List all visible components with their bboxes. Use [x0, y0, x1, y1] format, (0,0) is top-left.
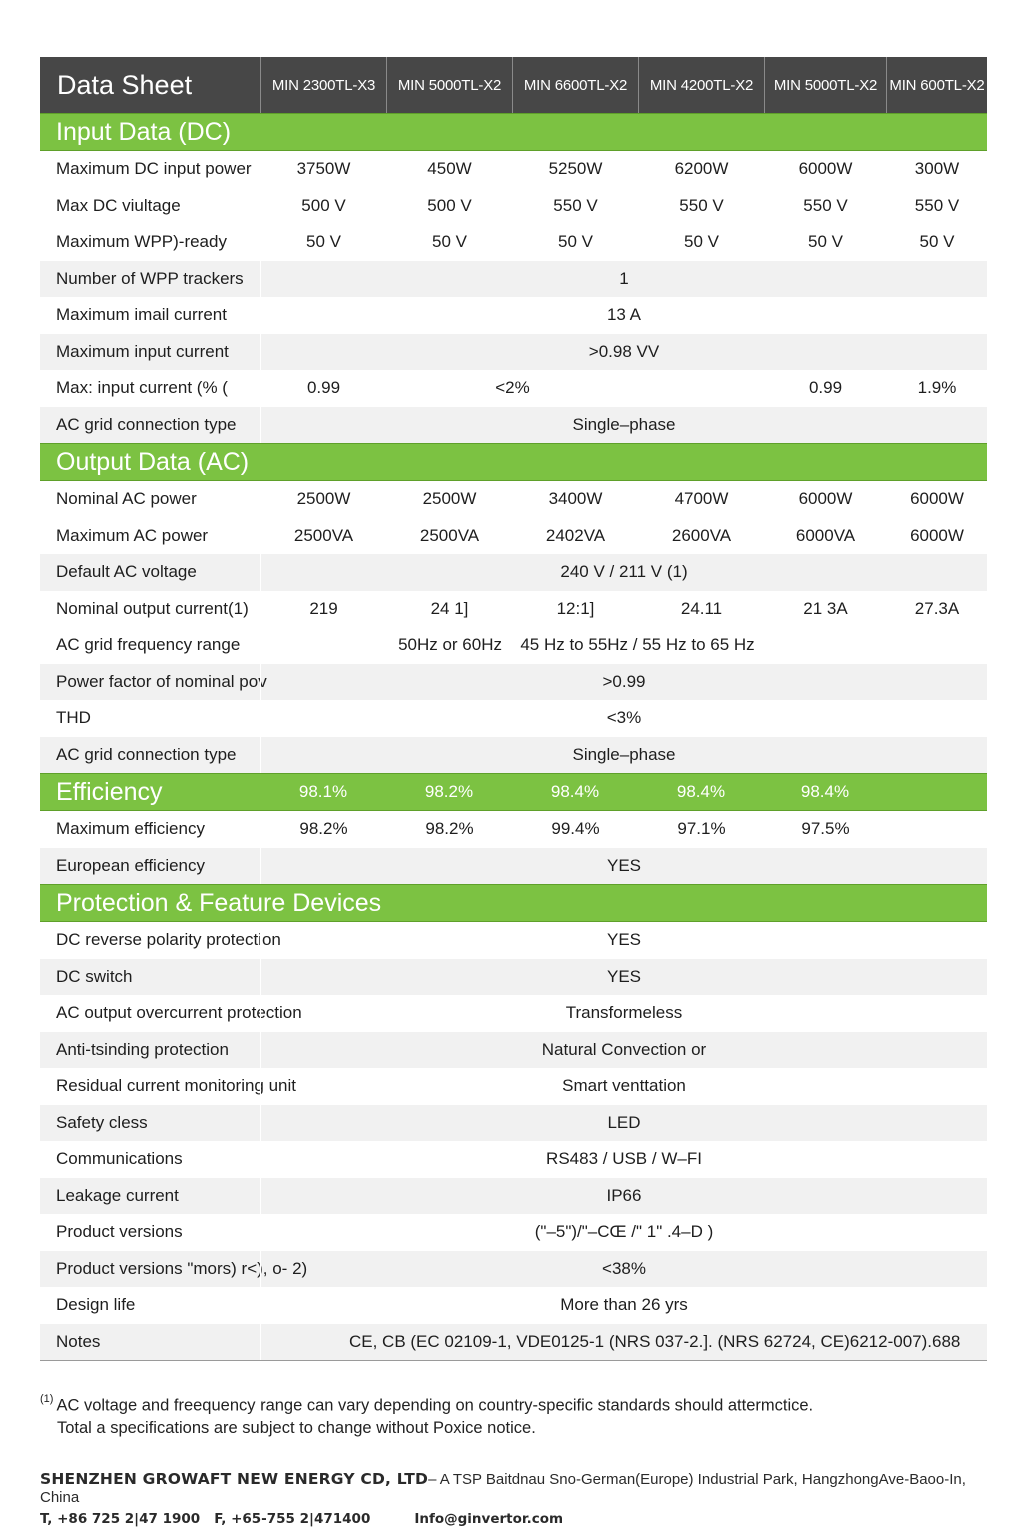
row-label: Residual current monitoring unit: [56, 1076, 297, 1096]
table-cell: 6000VA: [764, 518, 886, 555]
table-cell: 50 V: [386, 224, 512, 261]
company-footer: [40, 1470, 1000, 1527]
footnote-text-1: AC voltage and freequency range can vary depending on country-specific standards should attermctice.: [56, 1396, 814, 1415]
table-cell: 550 V: [886, 188, 987, 225]
table-cell: 6000W: [886, 481, 987, 518]
table-cell: 6000W: [886, 518, 987, 555]
row-label: Power factor of nominal pov: [56, 671, 267, 691]
table-cell-span: CE, CB (EC 02109-1, VDE0125-1 (NRS 037-2.]. (NRS 62724, CE)6212-007).688: [260, 1324, 987, 1361]
table-cell: 97.1%: [638, 811, 764, 848]
table-cell: [884, 627, 985, 664]
table-cell: 50 V: [764, 224, 886, 261]
table-row: [40, 554, 987, 591]
table-cell: 50 V: [512, 224, 638, 261]
table-cell: 2500VA: [260, 518, 386, 555]
footnote: [40, 1390, 990, 1439]
model-header: MIN 600TL-X2: [886, 57, 987, 113]
table-cell-span: 13 A: [260, 297, 987, 334]
table-row: [40, 151, 987, 188]
table-cell-span: Smart venttation: [260, 1068, 987, 1105]
table-cell-span: Transformeless: [260, 995, 987, 1032]
table-cell: 50Hz or 60Hz: [386, 627, 512, 664]
row-label: Max: input current (% (: [56, 378, 228, 398]
table-cell-span: <38%: [260, 1251, 987, 1288]
model-header: MIN 4200TL-X2: [638, 57, 764, 113]
section-input-title: Input Data (DC): [40, 113, 987, 151]
footnote-marker: (1): [40, 1393, 54, 1405]
table-row: [40, 1141, 987, 1178]
table-cell: 550 V: [764, 188, 886, 225]
table-row: [40, 1251, 987, 1288]
table-cell: 50 V: [638, 224, 764, 261]
table-row: [40, 737, 987, 774]
table-cell: <2%: [386, 370, 638, 407]
row-label: Design life: [56, 1295, 136, 1315]
table-row: [40, 1032, 987, 1069]
table-row: [40, 224, 987, 261]
table-cell: [260, 627, 386, 664]
table-cell: 2500W: [386, 481, 512, 518]
table-row: [40, 1178, 987, 1215]
footnote-line-2: Total a specifications are subject to change without Poxice notice.: [57, 1418, 536, 1437]
table-cell: 2500W: [260, 481, 386, 518]
table-cell-span: 240 V / 211 V (1): [260, 554, 987, 591]
efficiency-value: 98.4%: [676, 782, 726, 801]
table-row: [40, 1068, 987, 1105]
table-cell: 24 1]: [386, 591, 512, 628]
row-label: European efficiency: [56, 855, 206, 875]
row-label: Maximum AC power: [56, 525, 209, 545]
table-row: [40, 591, 987, 628]
table-cell: 50 V: [260, 224, 386, 261]
table-cell-span: YES: [260, 959, 987, 996]
table-cell-span: YES: [260, 848, 987, 885]
row-label: Nominal output current(1): [56, 598, 249, 618]
row-label: DC reverse polarity protection: [56, 930, 281, 950]
company-address: – A TSP Baitdnau Sno-German(Europe) Industrial Park, HangzhongAve-Baoo-In, China: [40, 1471, 966, 1506]
contact-email[interactable]: Info@ginvertor.com: [414, 1511, 564, 1527]
row-label: Communications: [56, 1149, 183, 1169]
table-cell: 4700W: [638, 481, 764, 518]
row-label: Maximum efficiency: [56, 819, 205, 839]
table-cell-span: >0.98 VV: [260, 334, 987, 371]
table-row: [40, 1324, 987, 1361]
section-protection-title: Protection & Feature Devices: [40, 884, 987, 922]
row-label: Nominal AC power: [56, 489, 197, 509]
efficiency-value: 98.2%: [424, 782, 474, 801]
footnote-line-1: [40, 1390, 990, 1417]
section-efficiency-label: Efficiency: [56, 777, 163, 806]
footer-line-1: [40, 1470, 1000, 1507]
table-row: [40, 1214, 987, 1251]
table-row: [40, 297, 987, 334]
row-label: Max DC viultage: [56, 195, 181, 215]
efficiency-value: 98.4%: [550, 782, 600, 801]
table-cell-span: ("–5")/"–CŒ /" 1" .4–D ): [260, 1214, 987, 1251]
table-row: [40, 334, 987, 371]
table-row: [40, 407, 987, 444]
table-cell: 6200W: [638, 151, 764, 188]
row-label: Number of WPP trackers: [56, 268, 244, 288]
company-name: SHENZHEN GROWAFT NEW ENERGY CD, LTD: [40, 1470, 429, 1488]
table-cell: 45 Hz to 55Hz / 55 Hz to 65 Hz: [512, 627, 762, 664]
table-cell: 0.99: [764, 370, 886, 407]
table-cell-span: RS483 / USB / W–FI: [260, 1141, 987, 1178]
footer-line-2: [40, 1511, 1000, 1527]
row-label: Maximum WPP)-ready: [56, 232, 227, 252]
table-cell: 6000W: [764, 481, 886, 518]
row-label: AC grid frequency range: [56, 635, 241, 655]
model-header: MIN 6600TL-X2: [512, 57, 638, 113]
efficiency-value: 98.1%: [298, 782, 348, 801]
table-cell: 27.3A: [886, 591, 987, 628]
table-row: [40, 370, 987, 407]
phone-number: T, +86 725 2|47 1900: [40, 1511, 201, 1527]
row-label: AC grid connection type: [56, 744, 237, 764]
table-cell: 98.2%: [386, 811, 512, 848]
table-row: [40, 188, 987, 225]
row-label: Leakage current: [56, 1185, 179, 1205]
table-cell: 12:1]: [512, 591, 638, 628]
table-cell: 98.2%: [260, 811, 386, 848]
data-sheet-table: [40, 57, 987, 1361]
table-cell: 6000W: [764, 151, 886, 188]
table-row: [40, 959, 987, 996]
table-bottom-rule: [40, 1360, 987, 1361]
model-header: MIN 2300TL-X3: [260, 57, 386, 113]
table-cell: 500 V: [260, 188, 386, 225]
table-cell: 219: [260, 591, 386, 628]
row-label: Maximum DC input power: [56, 159, 252, 179]
table-cell-span: More than 26 yrs: [260, 1287, 987, 1324]
section-efficiency-title: [40, 773, 987, 811]
table-cell: 5250W: [512, 151, 638, 188]
table-cell-span: 1: [260, 261, 987, 298]
table-row: [40, 518, 987, 555]
row-label: Default AC voltage: [56, 562, 197, 582]
table-row: [40, 627, 987, 664]
table-cell-span: Single–phase: [260, 407, 987, 444]
row-label: Anti-tsinding protection: [56, 1039, 229, 1059]
table-row: [40, 848, 987, 885]
row-label: AC grid connection type: [56, 414, 237, 434]
table-cell: 99.4%: [512, 811, 638, 848]
row-label: Notes: [56, 1331, 101, 1351]
table-cell: 500 V: [386, 188, 512, 225]
table-row: [40, 1105, 987, 1142]
table-cell: 21 3A: [764, 591, 886, 628]
table-cell: [638, 370, 764, 407]
section-output-title: Output Data (AC): [40, 443, 987, 481]
fax-number: F, +65-755 2|471400: [214, 1511, 371, 1527]
table-cell-span: >0.99: [260, 664, 987, 701]
row-label: THD: [56, 708, 91, 728]
table-cell: 0.99: [260, 370, 386, 407]
table-cell: 1.9%: [886, 370, 987, 407]
table-cell: [886, 811, 987, 848]
model-header: MIN 5000TL-X2: [764, 57, 886, 113]
table-cell-span: YES: [260, 922, 987, 959]
table-row: [40, 700, 987, 737]
table-cell: 24.11: [638, 591, 764, 628]
table-row: [40, 995, 987, 1032]
table-cell: 50 V: [886, 224, 987, 261]
row-label: Maximum input current: [56, 341, 229, 361]
table-cell: 3750W: [260, 151, 386, 188]
row-label: Maximum imail current: [56, 305, 227, 325]
efficiency-value: [886, 774, 987, 810]
row-label: DC switch: [56, 966, 133, 986]
table-cell-span: LED: [260, 1105, 987, 1142]
table-row: [40, 664, 987, 701]
row-label: Product versions "mors) r<), o- 2): [56, 1258, 308, 1278]
table-cell-span: IP66: [260, 1178, 987, 1215]
table-cell: 2402VA: [512, 518, 638, 555]
row-label: Product versions: [56, 1222, 183, 1242]
table-row: [40, 922, 987, 959]
table-cell: 3400W: [512, 481, 638, 518]
table-cell-span: <3%: [260, 700, 987, 737]
row-label: Safety cless: [56, 1112, 148, 1132]
table-header: [40, 57, 987, 113]
table-cell: 2500VA: [386, 518, 512, 555]
table-cell: 97.5%: [764, 811, 886, 848]
table-cell: 2600VA: [638, 518, 764, 555]
table-cell: 550 V: [512, 188, 638, 225]
table-cell-span: Single–phase: [260, 737, 987, 774]
model-header: MIN 5000TL-X2: [386, 57, 512, 113]
page-title: Data Sheet: [57, 69, 193, 100]
table-row: [40, 481, 987, 518]
table-row: [40, 811, 987, 848]
table-cell: 550 V: [638, 188, 764, 225]
table-row: [40, 1287, 987, 1324]
efficiency-value: 98.4%: [800, 782, 850, 801]
table-cell: [762, 627, 884, 664]
table-cell: 450W: [386, 151, 512, 188]
table-row: [40, 261, 987, 298]
row-label: AC output overcurrent protection: [56, 1003, 302, 1023]
table-cell: 300W: [886, 151, 987, 188]
table-cell-span: Natural Convection or: [260, 1032, 987, 1069]
